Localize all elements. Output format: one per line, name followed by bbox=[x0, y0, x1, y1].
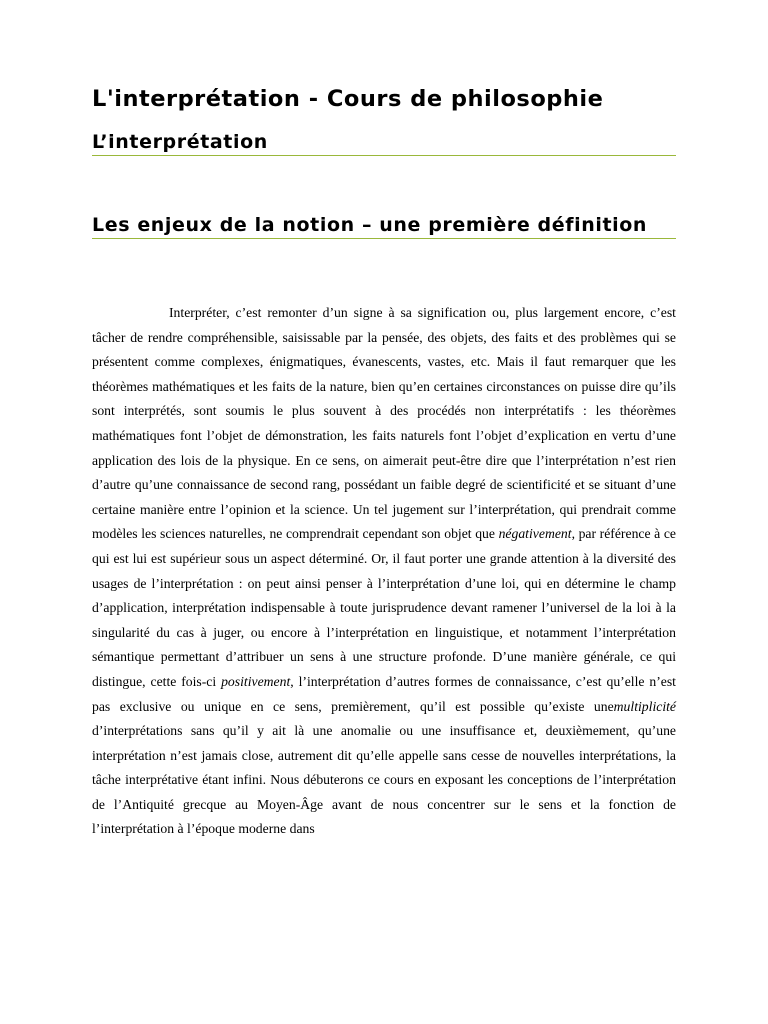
section-heading-interpretation: L’interprétation bbox=[92, 131, 676, 156]
paragraph-text-part1: Interpréter, c’est remonter d’un signe à sa signification ou, plus largement encore, c’est tâcher de rendre compréhensible, saisissable par la pensée, des objets, des faits et des problèmes qui se présentent comme complexes, énigmatiques, évanescents, vastes, etc. Mais il faut remarquer que les théorèmes mathématiques et les faits de la nature, bien qu’en certaines circonstances on puisse dire qu’ils sont interprétés, sont soumis le plus souvent à des procédés non interprétatifs : les théorèmes mathématiques font l’objet de démonstration, les faits naturels font l’objet d’explication en vertu d’une application des lois de la physique. En ce sens, on aimerait peut-être dire que l’interprétation n’est rien d’autre qu’une connaissance de second rang, possédant un faible degré de scientificité et se situant d’une certaine manière entre l’opinion et la science. Un tel jugement sur l’interprétation, qui prendrait comme modèles les sciences naturelles, ne comprendrait cependant son objet que bbox=[92, 305, 676, 542]
paragraph-text-part2: , par référence à ce qui est lui est supérieur sous un aspect déterminé. Or, il faut porter une grande attention à la diversité des usages de l’interprétation : on peut ainsi penser à l’interprétation d’une loi, qui en détermine le champ d’application, interprétation indispensable à toute jurisprudence devant ramener l’universel de la loi à la singularité du cas à juger, ou encore à l’interprétation en linguistique, et notamment l’interprétation sémantique permettant d’attribuer un sens à une structure profonde. D’une manière générale, ce qui distingue, cette fois-ci bbox=[92, 526, 676, 689]
emphasis-multiplicite: multiplicité bbox=[613, 698, 676, 714]
section-heading-enjeux: Les enjeux de la notion – une première définition bbox=[92, 214, 676, 239]
document-title: L'interprétation - Cours de philosophie bbox=[92, 86, 604, 112]
emphasis-positivement: positivement bbox=[221, 673, 291, 689]
paragraph-text-part4: d’interprétations sans qu’il y ait là une anomalie ou une insuffisance et, deuxièmement, qu’une interprétation n’est jamais close, autrement dit qu’elle appelle sans cesse de nouvelles interprétations, la tâche interprétative étant infini. Nous débuterons ce cours en exposant les conceptions de l’interprétation de l’Antiquité grecque au Moyen-Âge avant de nous concentrer sur le sens et la fonction de l’interprétation à l’époque moderne dans bbox=[92, 723, 676, 837]
body-paragraph bbox=[92, 301, 676, 842]
paragraph-text-part3: , l’interprétation d’autres formes de connaissance, c’est qu’elle n’est pas exclusive ou unique en ce sens, premièrement, qu’il est possible qu’existe une bbox=[92, 673, 676, 714]
emphasis-negativement: négativement bbox=[498, 526, 572, 542]
